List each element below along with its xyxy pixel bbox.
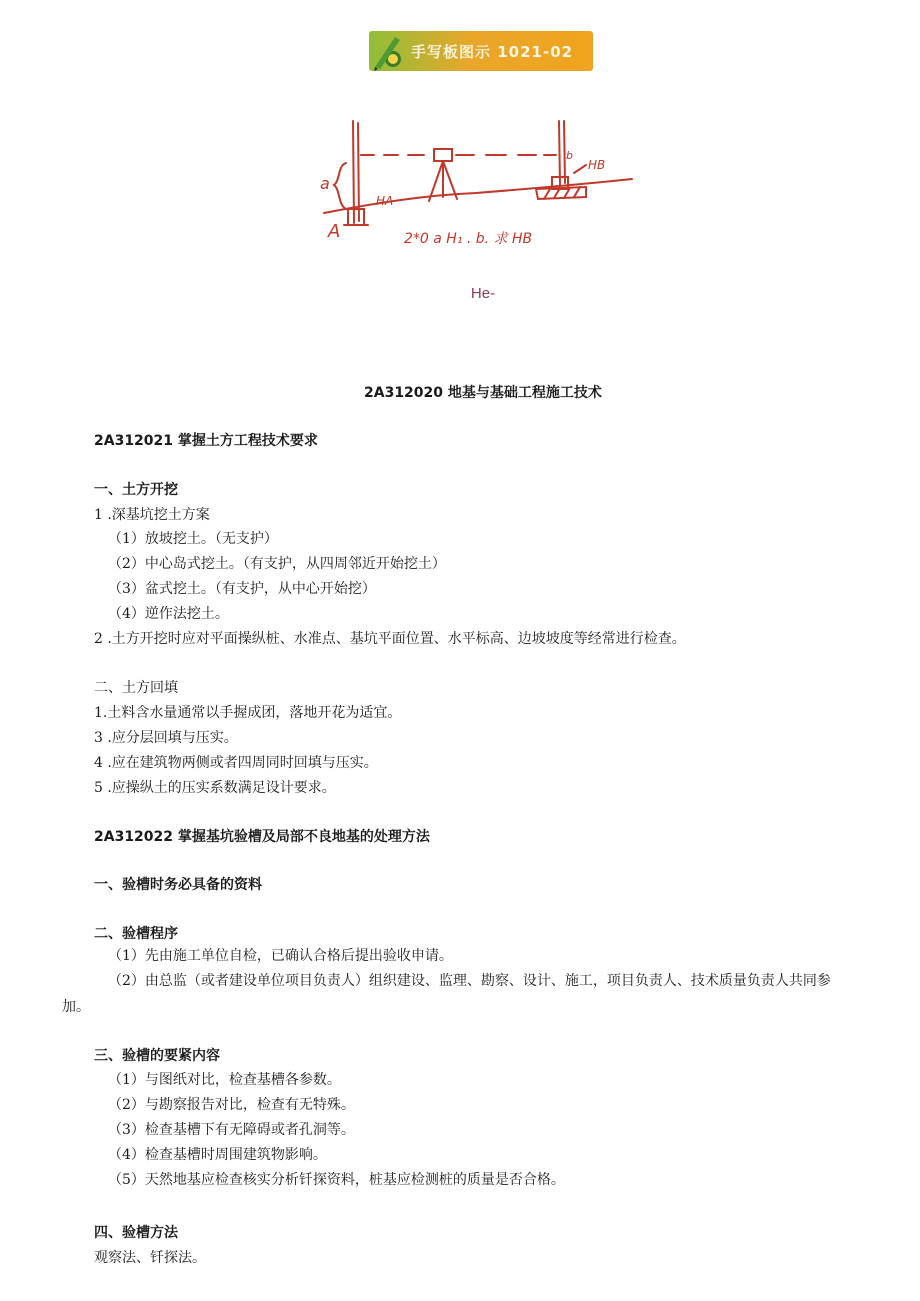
list-item: （1）放坡挖土。（无支护） xyxy=(108,531,278,547)
list-item: （1）先由施工单位自检，已确认合格后提出验收申请。 xyxy=(108,948,453,964)
heading-excavation: 一、土方开挖 xyxy=(94,482,178,498)
heading-procedure: 二、验槽程序 xyxy=(94,926,178,942)
label-ha: HA xyxy=(376,194,394,208)
list-item: 3 .应分层回填与压实。 xyxy=(94,730,238,746)
list-item: 4 .应在建筑物两侧或者四周同时回填与压实。 xyxy=(94,755,378,771)
list-item: 观察法、钎探法。 xyxy=(94,1250,206,1266)
list-item: 1.土料含水量通常以手握成团，落地开花为适宜。 xyxy=(94,705,402,721)
label-a: a xyxy=(320,174,330,193)
header-banner xyxy=(369,31,593,71)
heading-backfill: 二、土方回填 xyxy=(94,680,178,696)
list-item: （4）逆作法挖土。 xyxy=(108,606,229,622)
list-item: （2）由总监（或者建设单位项目负责人）组织建设、监理、勘察、设计、施工，项目负责人、技术质量负责人共同参 xyxy=(108,973,831,989)
heading-required-docs: 一、验槽时务必具备的资料 xyxy=(94,877,262,893)
list-item-continuation: 加。 xyxy=(62,999,90,1015)
list-item: 2 .土方开挖时应对平面操纵桩、水准点、基坑平面位置、水平标高、边坡坡度等经常进行检查。 xyxy=(94,631,686,647)
list-item: （3）盆式挖土。（有支护，从中心开始挖） xyxy=(108,581,376,597)
label-point-a: A xyxy=(328,221,341,242)
list-item: 1 .深基坑挖土方案 xyxy=(94,507,210,523)
list-item: （2）与勘察报告对比，检查有无特殊。 xyxy=(108,1097,355,1113)
pen-logo-icon xyxy=(369,31,409,71)
section-title: 2A312020 地基与基础工程施工技术 xyxy=(364,385,602,401)
subsection-title-1: 2A312021 掌握土方工程技术要求 xyxy=(94,433,318,449)
label-b: b xyxy=(566,149,573,162)
list-item: （4）检查基槽时周围建筑物影响。 xyxy=(108,1147,327,1163)
handwritten-survey-sketch xyxy=(316,113,646,253)
list-item: 5 .应操纵土的压实系数满足设计要求。 xyxy=(94,780,336,796)
list-item: （2）中心岛式挖土。（有支护，从四周邻近开始挖土） xyxy=(108,556,446,572)
sketch-note: 2*0 a H₁ . b. 求 HB xyxy=(404,231,533,247)
banner-text: 手写板图示 1021-02 xyxy=(411,42,574,61)
heading-method: 四、验槽方法 xyxy=(94,1225,178,1241)
label-hb: HB xyxy=(588,158,606,172)
list-item: （1）与图纸对比，检查基槽各参数。 xyxy=(108,1072,341,1088)
right-rod xyxy=(559,121,560,185)
list-item: （5）天然地基应检查核实分析钎探资料，桩基应检测桩的质量是否合格。 xyxy=(108,1172,565,1188)
figure-caption: He- xyxy=(470,285,496,302)
heading-main-content: 三、验槽的要紧内容 xyxy=(94,1048,220,1064)
subsection-title-2: 2A312022 掌握基坑验槽及局部不良地基的处理方法 xyxy=(94,829,430,845)
list-item: （3）检查基槽下有无障碍或者孔洞等。 xyxy=(108,1122,355,1138)
